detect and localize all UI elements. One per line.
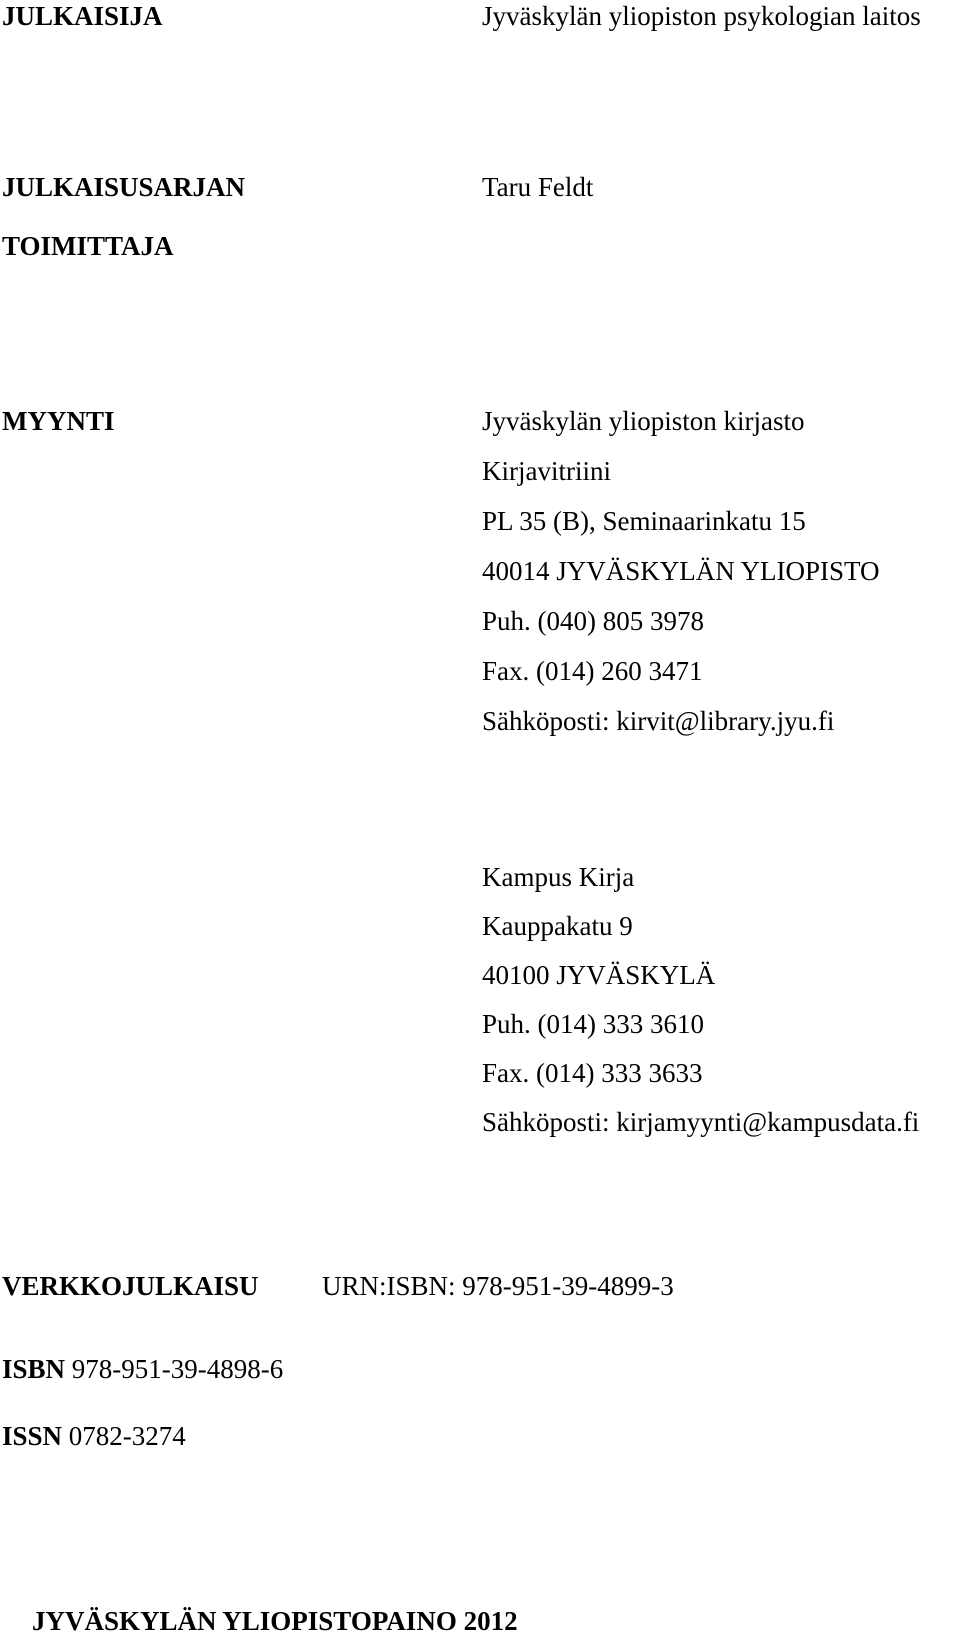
series-editor-value: Taru Feldt xyxy=(482,172,594,202)
library-postal: 40014 JYVÄSKYLÄN YLIOPISTO xyxy=(482,556,880,586)
issn-line xyxy=(2,1420,186,1452)
bookstore-name: Kampus Kirja xyxy=(482,862,635,892)
issn-value: 0782-3274 xyxy=(68,1421,186,1451)
sales-label: MYYNTI xyxy=(2,406,115,436)
bookstore-street: Kauppakatu 9 xyxy=(482,911,633,941)
library-shop: Kirjavitriini xyxy=(482,456,611,486)
issn-label: ISSN xyxy=(2,1421,63,1451)
library-name: Jyväskylän yliopiston kirjasto xyxy=(482,406,805,436)
isbn-value: 978-951-39-4898-6 xyxy=(71,1354,284,1384)
library-email: Sähköposti: kirvit@library.jyu.fi xyxy=(482,706,835,736)
series-editor-label-line2: TOIMITTAJA xyxy=(2,231,174,261)
printer-line: JYVÄSKYLÄN YLIOPISTOPAINO 2012 xyxy=(32,1606,518,1636)
bookstore-email: Sähköposti: kirjamyynti@kampusdata.fi xyxy=(482,1107,920,1137)
online-label: VERKKOJULKAISU xyxy=(2,1271,259,1301)
publisher-value: Jyväskylän yliopiston psykologian laitos xyxy=(482,1,921,31)
library-phone: Puh. (040) 805 3978 xyxy=(482,606,704,636)
isbn-label: ISBN xyxy=(2,1354,66,1384)
series-editor-label-line1: JULKAISUSARJAN xyxy=(2,172,246,202)
publisher-label: JULKAISIJA xyxy=(2,1,163,31)
bookstore-phone: Puh. (014) 333 3610 xyxy=(482,1009,704,1039)
bookstore-postal: 40100 JYVÄSKYLÄ xyxy=(482,960,716,990)
bookstore-fax: Fax. (014) 333 3633 xyxy=(482,1058,703,1088)
library-street: PL 35 (B), Seminaarinkatu 15 xyxy=(482,506,806,536)
isbn-line xyxy=(2,1353,283,1385)
library-fax: Fax. (014) 260 3471 xyxy=(482,656,703,686)
online-value: URN:ISBN: 978-951-39-4899-3 xyxy=(322,1271,674,1301)
